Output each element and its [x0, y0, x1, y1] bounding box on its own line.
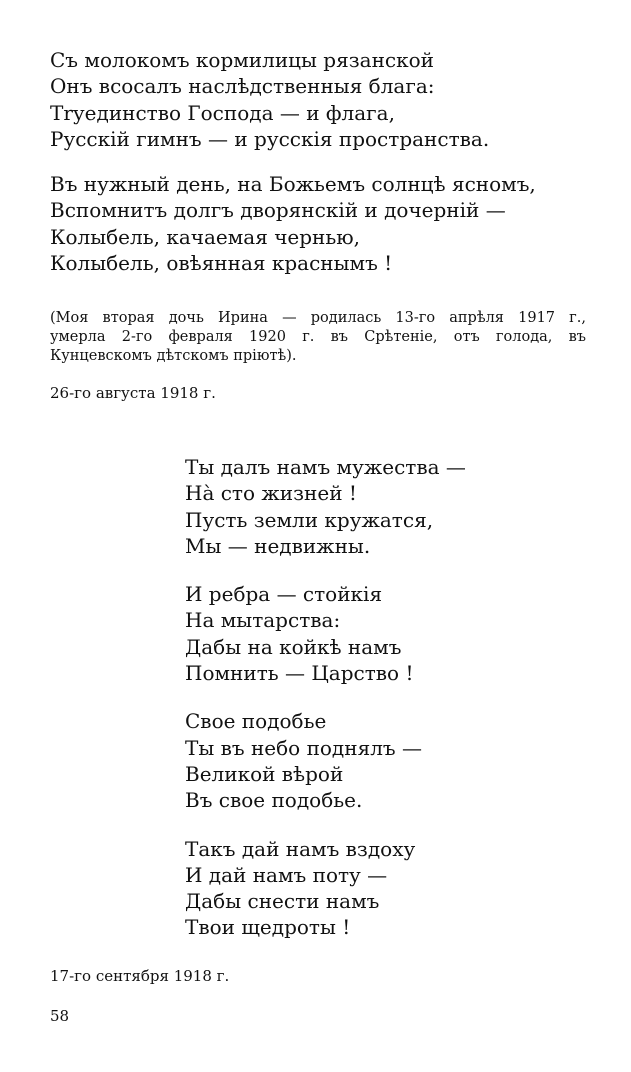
- verse-line: Дабы снести намъ: [185, 889, 380, 914]
- verse-line: На̀ сто жизней !: [185, 481, 357, 506]
- verse-line: Въ свое подобье.: [185, 788, 363, 813]
- poem-second: [185, 454, 585, 941]
- poem-date: 26-го августа 1918 г.: [50, 384, 216, 402]
- verse-line: Вспомнитъ долгъ дворянскій и дочерній —: [50, 198, 506, 223]
- note-line: умерла 2-го февраля 1920 г. въ Срѣтеніе, отъ голода, въ: [50, 329, 586, 345]
- verse-line: Помнить — Царство !: [185, 661, 414, 686]
- verse-line: Онъ всосалъ наслѣдственныя блага:: [50, 74, 435, 99]
- note-line: Кунцевскомъ дѣтскомъ пріютѣ).: [50, 348, 297, 364]
- verse-line: Колыбель, овѣянная краснымъ !: [50, 251, 393, 276]
- verse-line: Ты далъ намъ мужества —: [185, 455, 466, 479]
- poem-date: 17-го сентября 1918 г.: [50, 967, 230, 985]
- stanza: [50, 171, 610, 276]
- verse-line: Дабы на койкѣ намъ: [185, 634, 402, 659]
- verse-line: Великой вѣрой: [185, 761, 344, 786]
- stanza: [185, 581, 585, 686]
- stanza: [185, 454, 585, 559]
- verse-line: Мы — недвижны.: [185, 533, 371, 558]
- stanza: [185, 836, 585, 941]
- verse-line: Твои щедроты !: [185, 915, 351, 940]
- page-number: 58: [50, 1007, 70, 1025]
- verse-line: Тrуединство Господа — и флага,: [50, 100, 395, 125]
- stanza: [50, 47, 610, 152]
- verse-line: И ребра — стойкія: [185, 582, 383, 607]
- verse-line: Съ молокомъ кормилицы рязанской: [50, 48, 434, 72]
- verse-line: Свое подобье: [185, 709, 327, 734]
- verse-line: Колыбель, качаемая чернью,: [50, 224, 361, 249]
- note-line: (Моя вторая дочь Ирина — родилась 13-го апрѣля 1917 г.,: [50, 310, 586, 326]
- verse-line: Пусть земли кружатся,: [185, 507, 434, 532]
- stanza: [185, 708, 585, 813]
- verse-line: И дай намъ поту —: [185, 862, 388, 887]
- verse-line: Ты въ небо поднялъ —: [185, 735, 422, 760]
- verse-line: Въ нужный день, на Божьемъ солнцѣ ясномъ,: [50, 172, 536, 197]
- verse-line: Русскій гимнъ — и русскія пространства.: [50, 126, 490, 151]
- verse-line: Такъ дай намъ вздоху: [185, 836, 416, 861]
- verse-line: На мытарства:: [185, 608, 341, 633]
- author-note: [50, 309, 586, 366]
- poem-first: [50, 47, 610, 276]
